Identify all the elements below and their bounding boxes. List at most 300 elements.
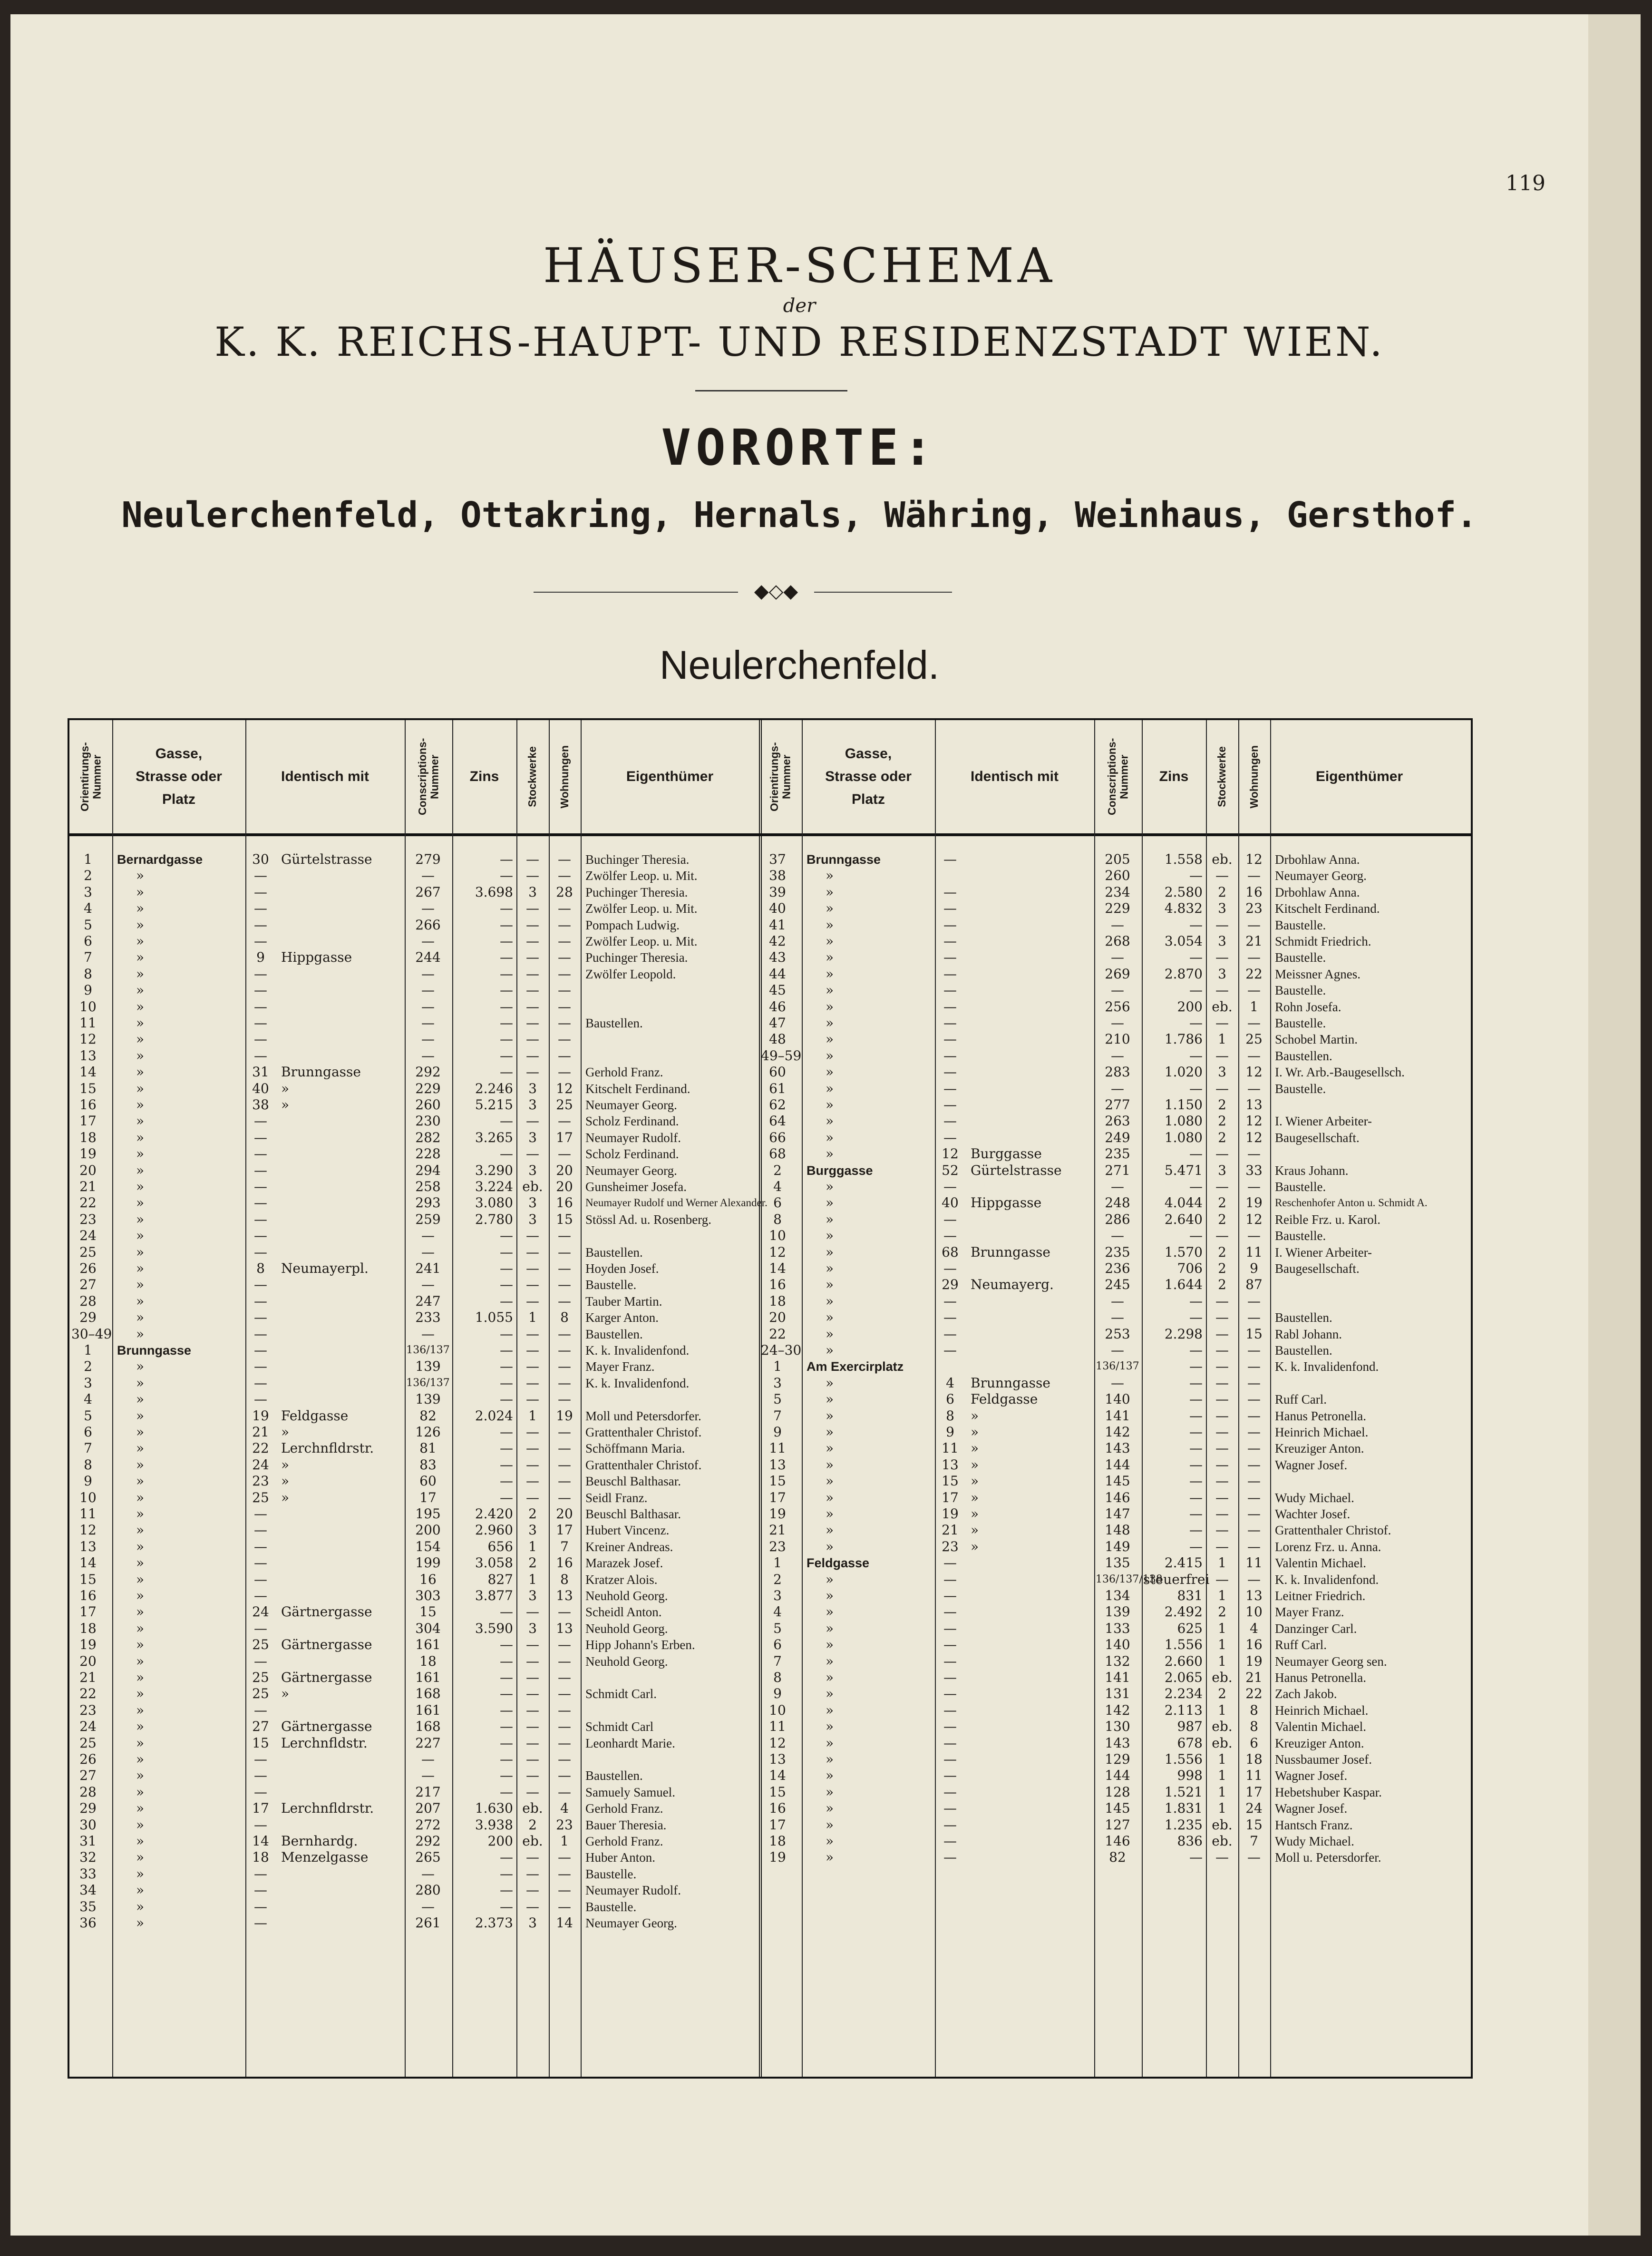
header-eig (1270, 720, 1448, 833)
cell-gasse: » (826, 1309, 834, 1325)
table-row (69, 1768, 1471, 1784)
cell-gasse: » (826, 1670, 834, 1685)
cell-ord: 36 (79, 1915, 97, 1931)
cell-consc: 271 (1105, 1162, 1130, 1178)
cell-ord: 3 (84, 1375, 92, 1391)
cell-gasse: Feldgasse (807, 1556, 870, 1570)
header-ident-label: Identisch mit (970, 769, 1059, 784)
cell-ord: 2 (773, 1162, 782, 1178)
table-row (69, 1162, 1471, 1179)
cell-gasse: » (826, 1621, 834, 1636)
cell-ord: 6 (84, 1424, 92, 1440)
cell-gasse: » (826, 1768, 834, 1783)
cell-wohn: — (1247, 1391, 1261, 1407)
cell-ident-number: 12 (942, 1146, 959, 1162)
cell-zins: — (500, 917, 513, 933)
cell-zins: — (500, 1424, 513, 1440)
cell-ident-number: — (943, 949, 957, 965)
cell-ord: 60 (769, 1064, 786, 1080)
cell-stock: — (526, 1277, 539, 1292)
cell-owner: Buchinger Theresia. (585, 852, 690, 867)
cell-consc: 140 (1105, 1391, 1130, 1407)
cell-ord: 43 (769, 949, 786, 965)
cell-wohn: 19 (556, 1408, 573, 1424)
cell-zins: — (500, 1015, 513, 1031)
cell-zins: 3.054 (1164, 933, 1203, 949)
cell-consc: 130 (1105, 1719, 1130, 1734)
cell-owner: K. k. Invalidenfond. (1275, 1572, 1379, 1587)
cell-wohn: — (558, 1735, 571, 1751)
cell-ident-number: — (943, 1179, 957, 1194)
cell-ord: 1 (773, 1555, 782, 1571)
cell-owner: Beuschl Balthasar. (585, 1507, 681, 1521)
cell-zins: — (500, 1293, 513, 1309)
cell-ident-number: — (943, 1621, 957, 1636)
cell-zins: — (500, 1735, 513, 1751)
cell-zins: 4.832 (1164, 900, 1203, 916)
cell-ident-street: Gürtelstrasse (971, 1162, 1062, 1178)
cell-stock: — (1215, 1572, 1229, 1587)
cell-zins: 2.298 (1164, 1326, 1203, 1342)
cell-ident-number: — (943, 1735, 957, 1751)
cell-wohn: 13 (1245, 1097, 1263, 1113)
cell-zins: — (500, 1358, 513, 1374)
cell-ord: 5 (84, 917, 92, 933)
cell-gasse: » (136, 1653, 145, 1669)
cell-stock: 3 (528, 1130, 537, 1145)
cell-ident-number: — (254, 1113, 267, 1129)
table-row (69, 1490, 1471, 1506)
cell-stock: 2 (1218, 1686, 1226, 1701)
cell-ord: 16 (769, 1277, 786, 1292)
cell-wohn: 10 (1245, 1604, 1263, 1620)
header-stock (516, 720, 549, 833)
cell-owner: Tauber Martin. (585, 1294, 662, 1309)
cell-zins: 1.235 (1164, 1817, 1203, 1833)
cell-stock: 2 (1218, 1244, 1226, 1260)
header-gasse (112, 720, 245, 833)
cell-stock: 2 (528, 1555, 537, 1571)
header-zins (452, 720, 516, 833)
cell-zins: 3.080 (475, 1195, 513, 1211)
cell-stock: 3 (528, 884, 537, 900)
cell-stock: 3 (1218, 1162, 1226, 1178)
column-divider (935, 720, 936, 2077)
cell-stock: — (1215, 1358, 1229, 1374)
cell-ord: 29 (79, 1309, 97, 1325)
cell-ord: 30–49 (71, 1326, 112, 1342)
cell-owner: Rabl Johann. (1275, 1327, 1342, 1341)
cell-ord: 62 (769, 1097, 786, 1113)
cell-consc: 304 (415, 1621, 441, 1636)
cell-ident-number: — (943, 884, 957, 900)
cell-consc: 292 (415, 1833, 441, 1849)
cell-consc: 81 (419, 1440, 437, 1456)
cell-ident-street: » (281, 1490, 290, 1505)
column-divider (112, 720, 113, 2077)
cell-consc: 126 (415, 1424, 441, 1440)
cell-zins: — (1189, 1408, 1203, 1424)
cell-zins: — (1189, 917, 1203, 933)
cell-ord: 33 (79, 1866, 97, 1882)
cell-zins: — (500, 949, 513, 965)
cell-owner: Baustelle. (1275, 1229, 1326, 1243)
cell-zins: 2.960 (475, 1522, 513, 1538)
cell-consc: 228 (415, 1146, 441, 1162)
cell-stock: — (526, 1358, 539, 1374)
cell-wohn: — (558, 1768, 571, 1783)
cell-ident-street: » (971, 1473, 979, 1489)
cell-wohn: 16 (1245, 884, 1263, 900)
cell-ord: 16 (79, 1588, 97, 1603)
cell-consc: 294 (415, 1162, 441, 1178)
cell-ident-number: — (943, 1653, 957, 1669)
cell-owner: Huber Anton. (585, 1850, 655, 1865)
cell-wohn: — (558, 1015, 571, 1031)
cell-ord: 35 (79, 1899, 97, 1914)
cell-wohn: 19 (1245, 1653, 1263, 1669)
cell-gasse: » (826, 1097, 834, 1113)
cell-wohn: — (1247, 1015, 1261, 1031)
cell-wohn: — (558, 1244, 571, 1260)
cell-zins: — (1189, 1048, 1203, 1064)
cell-ord: 8 (84, 966, 92, 982)
table-row (69, 1228, 1471, 1244)
column-divider (1142, 720, 1143, 2077)
cell-stock: — (526, 1768, 539, 1783)
cell-ident-number: — (254, 1326, 267, 1342)
cell-owner: Hebetshuber Kaspar. (1275, 1785, 1382, 1799)
cell-gasse: » (136, 1800, 145, 1816)
cell-zins: — (500, 999, 513, 1015)
cell-ident-number: — (254, 999, 267, 1015)
cell-owner: Schobel Martin. (1275, 1032, 1358, 1046)
cell-zins: — (500, 1751, 513, 1767)
cell-gasse: » (826, 1391, 834, 1407)
cell-owner: Scheidl Anton. (585, 1605, 662, 1619)
cell-ord: 12 (769, 1244, 786, 1260)
cell-gasse: » (136, 1064, 145, 1080)
cell-ord: 3 (84, 884, 92, 900)
cell-ident-street: Feldgasse (971, 1391, 1038, 1407)
cell-zins: — (1189, 1490, 1203, 1505)
cell-owner: Baustelle. (585, 1900, 637, 1914)
cell-wohn: — (558, 1358, 571, 1374)
cell-ident-street: » (971, 1490, 979, 1505)
cell-wohn: 87 (1245, 1277, 1263, 1292)
cell-gasse: » (826, 917, 834, 933)
cell-ident-number: 18 (252, 1849, 269, 1865)
cell-ident-street: Gärtnergasse (281, 1637, 372, 1652)
cell-gasse: » (826, 1293, 834, 1309)
table-row (69, 999, 1471, 1015)
cell-owner: Schmidt Carl. (585, 1687, 657, 1701)
cell-gasse: » (136, 949, 145, 965)
cell-gasse: » (136, 982, 145, 998)
cell-consc: 60 (419, 1473, 437, 1489)
cell-ord: 21 (769, 1522, 786, 1538)
cell-wohn: — (558, 949, 571, 965)
cell-owner: Seidl Franz. (585, 1491, 648, 1505)
cell-owner: Grattenthaler Christof. (585, 1425, 702, 1439)
cell-owner: Meissner Agnes. (1275, 967, 1360, 981)
cell-stock: 1 (1218, 1621, 1226, 1636)
cell-consc: 279 (415, 851, 441, 867)
cell-ident-number: — (943, 933, 957, 949)
cell-zins: 200 (1177, 999, 1203, 1015)
cell-gasse: » (136, 1849, 145, 1865)
cell-ord: 38 (769, 868, 786, 883)
cell-zins: — (1189, 1081, 1203, 1096)
cell-stock: eb. (1212, 1735, 1233, 1751)
cell-ord: 20 (79, 1653, 97, 1669)
cell-zins: 2.870 (1164, 966, 1203, 982)
cell-ord: 7 (773, 1653, 782, 1669)
cell-consc: 149 (1105, 1539, 1130, 1554)
cell-ord: 24 (79, 1719, 97, 1734)
cell-wohn: — (1247, 1408, 1261, 1424)
cell-stock: 1 (1218, 1653, 1226, 1669)
cell-wohn: — (558, 1048, 571, 1064)
cell-zins: — (1189, 1424, 1203, 1440)
cell-gasse: » (136, 1228, 145, 1243)
cell-consc: — (421, 1899, 435, 1914)
cell-gasse: Burggasse (807, 1163, 873, 1178)
cell-owner: Kreiner Andreas. (585, 1540, 673, 1554)
cell-ident-number: 25 (252, 1490, 269, 1505)
cell-ident-number: — (254, 1899, 267, 1914)
cell-wohn: — (558, 1670, 571, 1685)
cell-wohn: — (558, 1293, 571, 1309)
cell-owner: Marazek Josef. (585, 1556, 663, 1570)
cell-zins: 3.224 (475, 1179, 513, 1194)
cell-wohn: 23 (1245, 900, 1263, 916)
cell-gasse: » (136, 1015, 145, 1031)
cell-owner: Baustelle. (1275, 983, 1326, 997)
cell-owner: Baugesellschaft. (1275, 1131, 1360, 1145)
cell-owner: Neuhold Georg. (585, 1621, 668, 1636)
cell-wohn: 11 (1245, 1244, 1263, 1260)
cell-ord: 9 (773, 1686, 782, 1701)
cell-zins: — (500, 1244, 513, 1260)
cell-stock: — (1215, 1146, 1229, 1162)
cell-wohn: — (1247, 1457, 1261, 1473)
header-ident-label: Identisch mit (281, 769, 369, 784)
cell-consc: — (1111, 982, 1124, 998)
cell-owner: Neumayer Rudolf. (585, 1131, 681, 1145)
header-ord (759, 720, 802, 833)
cell-stock: 1 (1218, 1031, 1226, 1047)
cell-consc: 235 (1105, 1244, 1130, 1260)
cell-ident-street: Bernhardg. (281, 1833, 358, 1849)
cell-consc: 272 (415, 1817, 441, 1833)
cell-owner: Wagner Josef. (1275, 1458, 1348, 1472)
table-row (69, 1358, 1471, 1375)
cell-ident-number: — (254, 1179, 267, 1194)
cell-wohn: 8 (560, 1309, 569, 1325)
cell-stock: — (1215, 1424, 1229, 1440)
table-row (69, 1342, 1471, 1358)
cell-ident-number: 17 (252, 1800, 269, 1816)
cell-gasse: » (136, 1244, 145, 1260)
cell-zins: 2.660 (1164, 1653, 1203, 1669)
cell-ident-street: » (971, 1457, 979, 1473)
cell-consc: 142 (1105, 1702, 1130, 1718)
cell-gasse: » (136, 1195, 145, 1211)
cell-ord: 18 (769, 1293, 786, 1309)
cell-owner: Hipp Johann's Erben. (585, 1638, 695, 1652)
header-wohn (1238, 720, 1270, 833)
cell-gasse: » (826, 1244, 834, 1260)
cell-owner: Valentin Michael. (1275, 1556, 1366, 1570)
cell-ord: 30 (79, 1817, 97, 1833)
cell-gasse: » (136, 1588, 145, 1603)
table-row (69, 966, 1471, 982)
cell-owner: Baustellen. (585, 1327, 643, 1341)
cell-consc: 256 (1105, 999, 1130, 1015)
cell-consc: 283 (1105, 1064, 1130, 1080)
table-row (69, 1260, 1471, 1277)
table-row (69, 1735, 1471, 1751)
cell-stock: — (1215, 1293, 1229, 1309)
table-row (69, 900, 1471, 917)
cell-ident-number: — (254, 1572, 267, 1587)
cell-stock: 2 (1218, 1097, 1226, 1113)
cell-wohn: 13 (1245, 1588, 1263, 1603)
cell-consc: 249 (1105, 1130, 1130, 1145)
cell-ident-number: — (943, 1555, 957, 1571)
cell-ident-number: — (943, 1670, 957, 1685)
header-ord-label: Orientirungs-Nummer (78, 742, 103, 811)
cell-ord: 19 (79, 1637, 97, 1652)
table-row (69, 917, 1471, 933)
cell-stock: — (526, 1882, 539, 1898)
cell-gasse: » (826, 933, 834, 949)
cell-zins: — (500, 1882, 513, 1898)
cell-gasse: » (826, 966, 834, 982)
cell-gasse: » (826, 1751, 834, 1767)
cell-ident-street: Brunngasse (971, 1375, 1050, 1391)
cell-wohn: 19 (1245, 1195, 1263, 1211)
cell-ident-number: 40 (252, 1081, 269, 1096)
cell-stock: — (1215, 1457, 1229, 1473)
cell-gasse: » (136, 868, 145, 883)
cell-consc: 18 (419, 1653, 437, 1669)
cell-wohn: — (1247, 1048, 1261, 1064)
cell-ord: 3 (773, 1375, 782, 1391)
cell-stock: — (526, 1899, 539, 1914)
cell-wohn: 12 (556, 1081, 573, 1096)
cell-gasse: » (826, 1195, 834, 1211)
cell-zins: 3.290 (475, 1162, 513, 1178)
cell-stock: — (526, 1719, 539, 1734)
cell-gasse: » (136, 1686, 145, 1701)
cell-zins: 1.570 (1164, 1244, 1203, 1260)
header-stock-label: Stockwerke (526, 746, 539, 807)
cell-stock: — (526, 982, 539, 998)
cell-owner: Hoyden Josef. (585, 1261, 659, 1276)
cell-stock: — (526, 1457, 539, 1473)
cell-zins: 5.215 (475, 1097, 513, 1113)
cell-owner: Baustellen. (585, 1245, 643, 1260)
cell-ident-number: — (254, 1358, 267, 1374)
cell-ident-number: 9 (256, 949, 265, 965)
cell-zins: — (500, 1849, 513, 1865)
cell-wohn: — (558, 1113, 571, 1129)
cell-stock: 1 (1218, 1800, 1226, 1816)
cell-zins: 1.055 (475, 1309, 513, 1325)
cell-consc: 135 (1105, 1555, 1130, 1571)
cell-stock: — (1215, 1473, 1229, 1489)
cell-consc: 195 (415, 1506, 441, 1522)
cell-ident-number: — (254, 933, 267, 949)
header-wohn (549, 720, 581, 833)
cell-gasse: » (136, 1833, 145, 1849)
cell-gasse: » (136, 1735, 145, 1751)
cell-gasse: » (826, 1653, 834, 1669)
cell-consc: — (421, 999, 435, 1015)
section-heading: VORORTE: (661, 419, 938, 477)
cell-ident-number: 40 (942, 1195, 959, 1211)
cell-ord: 37 (769, 851, 786, 867)
cell-ident-number: — (943, 1637, 957, 1652)
cell-ident-number: 9 (946, 1424, 954, 1440)
cell-ident-number: — (254, 1882, 267, 1898)
cell-owner: Rohn Josefa. (1275, 1000, 1341, 1014)
cell-ident-number: — (254, 1522, 267, 1538)
cell-stock: — (526, 1048, 539, 1064)
cell-consc: 140 (1105, 1637, 1130, 1652)
cell-ident-number: 15 (252, 1735, 269, 1751)
cell-ord: 4 (773, 1604, 782, 1620)
cell-wohn: — (1247, 1342, 1261, 1358)
cell-stock: 3 (528, 1195, 537, 1211)
cell-ord: 22 (79, 1686, 97, 1701)
cell-consc: 147 (1105, 1506, 1130, 1522)
cell-zins: — (1189, 1539, 1203, 1554)
cell-zins: — (1189, 1179, 1203, 1194)
cell-owner: Ruff Carl. (1275, 1638, 1327, 1652)
cell-wohn: — (558, 1784, 571, 1800)
cell-ident-number: 4 (946, 1375, 954, 1391)
cell-zins: 2.065 (1164, 1670, 1203, 1685)
cell-wohn: 9 (1250, 1260, 1258, 1276)
cell-ident-number: — (254, 1342, 267, 1358)
cell-ord: 5 (773, 1391, 782, 1407)
cell-consc: 82 (419, 1408, 437, 1424)
cell-zins: 2.640 (1164, 1211, 1203, 1227)
table-row (69, 1375, 1471, 1391)
cell-gasse: » (136, 1440, 145, 1456)
cell-gasse: Brunngasse (807, 852, 881, 867)
cell-zins: — (500, 1064, 513, 1080)
cell-gasse: » (826, 1800, 834, 1816)
cell-owner: Heinrich Michael. (1275, 1703, 1369, 1718)
cell-zins: 827 (487, 1572, 513, 1587)
cell-consc: 143 (1105, 1735, 1130, 1751)
cell-consc: 146 (1105, 1490, 1130, 1505)
cell-consc: — (421, 1751, 435, 1767)
cell-stock: — (526, 1113, 539, 1129)
cell-gasse: » (826, 1277, 834, 1292)
cell-ord: 25 (79, 1244, 97, 1260)
cell-consc: 82 (1109, 1849, 1126, 1865)
cell-owner: Zwölfer Leop. u. Mit. (585, 934, 698, 948)
cell-gasse: » (136, 1408, 145, 1424)
cell-zins: 2.246 (475, 1081, 513, 1096)
cell-zins: 2.113 (1164, 1702, 1203, 1718)
cell-gasse: » (826, 949, 834, 965)
